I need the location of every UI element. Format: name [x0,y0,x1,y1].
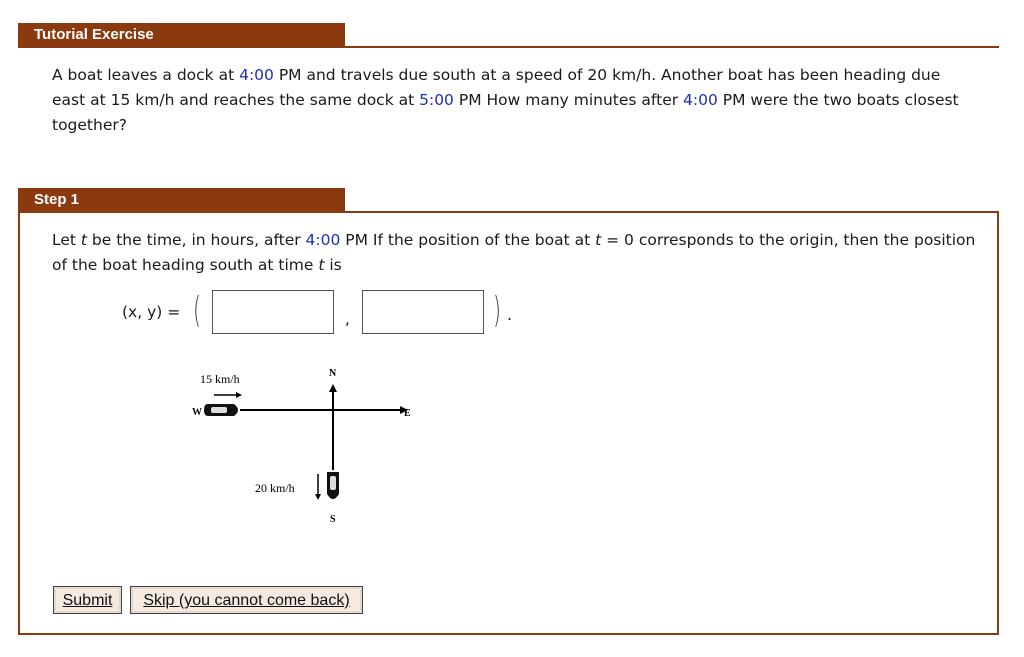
step-text-2: be the time, in hours, after [86,231,306,249]
step-time: 4:00 [305,231,341,249]
east-boat-icon [204,404,238,416]
y-position-input[interactable] [362,290,484,334]
period: . [507,305,513,324]
south-label: S [330,514,336,525]
step-var-t-2: t [595,231,602,249]
intro-time-3: 4:00 [683,91,718,109]
intro-text-4: PM were the two boats closest together? [52,91,959,134]
intro-time-1: 4:00 [239,66,274,84]
south-boat-icon [327,472,339,499]
right-paren: ) [493,290,501,331]
boats-diagram [180,360,430,530]
east-speed-label: 15 km/h [200,372,240,386]
intro-text-2: PM and travels due south at a speed of 20 km/h. Another boat has been heading due east at 15 km/h and reaches the same dock at [52,66,941,109]
south-arrow-icon [315,474,321,500]
comma-separator: , [345,310,350,328]
step-var-t-3: t [318,256,325,274]
step-text-1: Let [52,231,81,249]
intro-time-2: 5:00 [419,91,454,109]
position-label: (x, y) = [122,303,181,321]
intro-text-1: A boat leaves a dock at [52,66,240,84]
intro-text-3: PM How many minutes after [453,91,684,109]
south-speed-label: 20 km/h [255,481,295,495]
step-text-4: = 0 corresponds to the origin, then the position of the boat heading south at time [52,231,976,274]
step-instructions [52,228,982,278]
west-label: W [192,407,202,418]
left-paren: ( [193,290,201,331]
step-text-5: is [324,256,342,274]
tutorial-exercise-header: Tutorial Exercise [18,23,345,47]
submit-button[interactable]: Submit [53,586,122,614]
header-rule [18,46,999,48]
step-var-t: t [80,231,87,249]
north-label: N [329,368,337,379]
skip-button[interactable]: Skip (you cannot come back) [130,586,363,614]
east-arrow-icon [214,392,242,398]
north-arrowhead [329,384,337,392]
problem-statement [52,63,972,138]
step-1-header: Step 1 [18,188,345,212]
east-label: E [404,408,411,419]
step-text-3: PM If the position of the boat at [340,231,596,249]
x-position-input[interactable] [212,290,334,334]
